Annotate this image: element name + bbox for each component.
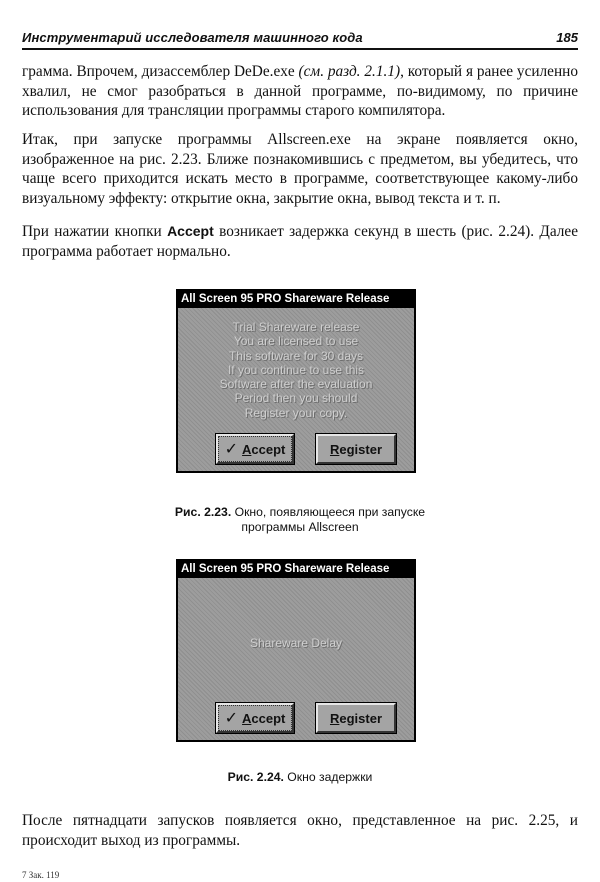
page-header [22, 22, 578, 50]
message-line: Period then you should [234, 391, 358, 406]
delay-dialog-window [176, 559, 416, 742]
message-line: Trial Shareware release [232, 320, 360, 334]
paragraph-1 [22, 62, 578, 121]
accept-button[interactable] [216, 434, 294, 464]
paragraph-3-text-a: При нажатии кнопки [22, 223, 168, 240]
trial-message [178, 320, 414, 420]
delay-message: Shareware Delay [249, 636, 343, 650]
figure-2-24-caption [0, 770, 600, 785]
message-line: Software after the evaluation [219, 377, 373, 392]
checkmark-icon: ✓ [224, 710, 239, 727]
page-footer: 7 Зак. 119 [22, 870, 60, 880]
paragraph-3 [22, 222, 578, 261]
paragraph-2: Итак, при запуске программы Allscreen.exe на экране появляется окно, изображенное на рис. 2.23. Ближе познакомившись с предметом, вы убедитесь, что чаще всего приходится искать место в программе, соответствующее какому-либо визуальному эффекту: открытие окна, закрытие окна, вывод текста и т. п. [22, 131, 578, 207]
accept-label: Accept [242, 710, 286, 726]
checkmark-icon: ✓ [224, 441, 239, 458]
register-label: Register [329, 710, 383, 726]
trial-dialog-titlebar: All Screen 95 PRO Shareware Release [178, 291, 414, 308]
figure-2-23-caption [0, 505, 600, 535]
page-number: 185 [556, 30, 578, 45]
register-label: Register [329, 441, 383, 457]
trial-dialog-window [176, 289, 416, 473]
delay-dialog-titlebar: All Screen 95 PRO Shareware Release [178, 561, 414, 578]
message-line: You are licensed to use [233, 334, 359, 349]
running-title: Инструментарий исследователя машинного кода [22, 30, 363, 45]
accept-label: Accept [242, 441, 286, 457]
message-line: This software for 30 days [228, 348, 364, 363]
caption-text-2: программы Allscreen [241, 520, 359, 534]
paragraph-4: После пятнадцати запусков появляется окно, представленное на рис. 2.25, и происходит выход из программы. [22, 812, 578, 849]
caption-text: Окно, появляющееся при запуске [231, 505, 426, 519]
register-button[interactable] [316, 434, 396, 464]
message-line: Register your copy. [244, 405, 348, 420]
caption-text: Окно задержки [283, 770, 373, 784]
trial-dialog-body [178, 308, 414, 471]
figure-number: Рис. 2.24. [227, 770, 284, 784]
delay-dialog-body [178, 578, 414, 740]
register-button[interactable] [316, 703, 396, 733]
paragraph-1-text-a: грамма. Впрочем, дизассемблер DeDe.exe [22, 63, 299, 80]
message-line: If you continue to use this [227, 362, 365, 377]
paragraph-1-text-b: , который я ранее усиленно хвалил, не смог разобраться в данной программе, по-видимому, по причине использования для трансляции программы старого компилятора. [22, 63, 578, 119]
accept-emphasis: Accept [167, 223, 214, 239]
accept-button[interactable] [216, 703, 294, 733]
paragraph-3-text-b: возникает задержка секунд в шесть (рис. 2.24). Далее программа работает нормально. [22, 223, 578, 260]
figure-number: Рис. 2.23. [174, 505, 232, 519]
section-reference: (см. разд. 2.1.1) [298, 63, 401, 80]
